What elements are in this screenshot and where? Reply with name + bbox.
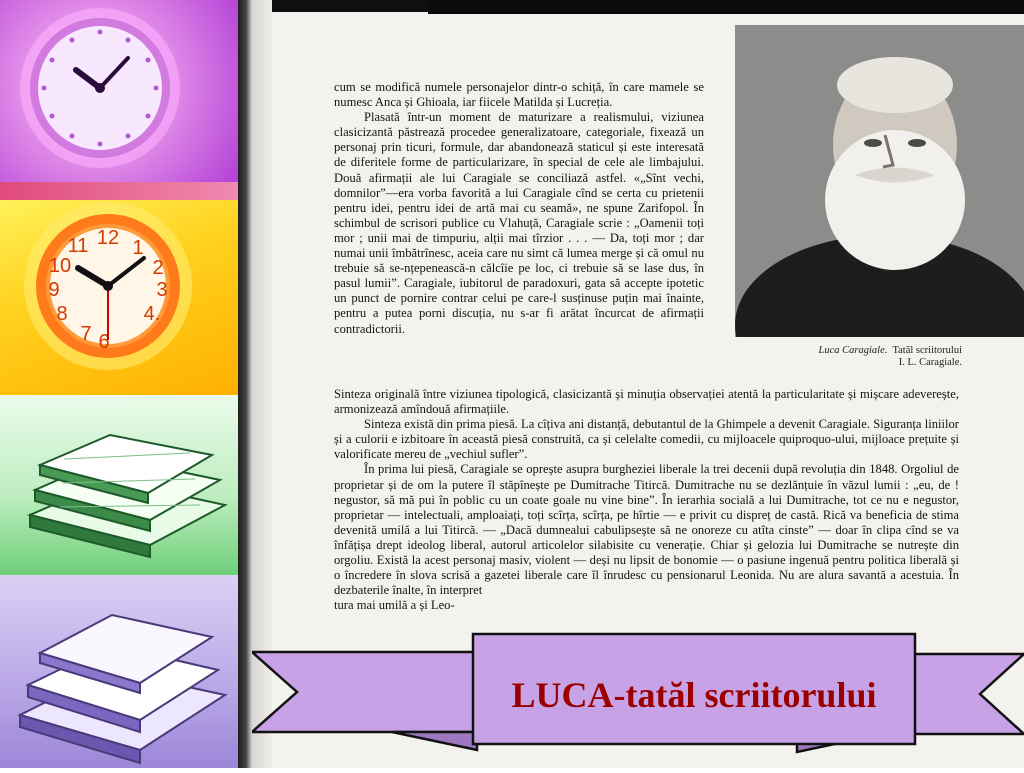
svg-text:12: 12 [96, 227, 120, 249]
purple-books-panel [0, 575, 238, 768]
svg-text:8: 8 [56, 303, 68, 325]
photo-caption [730, 345, 962, 369]
slide-title: LUCA-tatăl scriitorului [511, 675, 877, 715]
svg-text:1: 1 [132, 237, 144, 259]
svg-text:11: 11 [67, 235, 89, 257]
svg-text:10: 10 [48, 255, 72, 277]
svg-text:2: 2 [152, 257, 164, 279]
books-icon [0, 575, 238, 768]
paragraph: Sinteza există din prima piesă. La cîțiva ani distanță, debutantul de la Ghimpele a devenit Caragiale. Siguranța liniilor și a culorii e izbitoare în această piesă construită, ca și celelalte comedii, cu mijloacele quiproquo-ului, mijloace prețuite și valorificate mereu de „vechiul sufler”. [334, 417, 959, 462]
paragraph: tura mai umilă a și Leo- [334, 598, 455, 613]
green-books-panel [0, 395, 238, 575]
caption-name: Luca Caragiale. [818, 345, 888, 356]
paragraph: Plasată într-un moment de maturizare a realismului, viziunea clasicizantă păstrează procedee generalizatoare, categoriale, fixează un personaj prin ticuri, formule, dar abandonează staticul și este interesată de diferitele forme de particularizare, în special de cele ale limbajului. Două afirmații ale lui Caragiale se conciliază astfel. «„Sînt vechi, domnilor”—era vorba favorită a lui Caragiale cînd se certa cu prietenii pentru idei, pentru idei de artă mai cu seamă», ne spune Zarifopol. În schimbul de scrisori publice cu Vlahuță, Caragiale scrie : „Oamenii toți mor ; unii mai de timpuriu, alții mai tîrzior . . . — Da, toți mor ; dar numai unii îmbătrînesc, aceia care nu simt că lumea merge și că omul nu trebuie să se-nțepenească-n călcîie pe loc, ci trebuie să se lase dus, în pasul lumii”. Caragiale, iubitorul de paradoxuri, gata să accepte ipotetic un punct de pornire contrar celui pe care-l susținuse puțin mai înainte, pentru a putea porni discuția, nu s-ar fi arătat încurcat de afirmații contradictorii. [334, 110, 704, 336]
paragraph: Sinteza originală între viziunea tipologică, clasicizantă și minuția observației atentă la particularitate și mișcare adeverește, armonizează amîndouă afirmațiile. [334, 387, 959, 417]
portrait-image [735, 25, 1024, 337]
svg-text:7: 7 [80, 323, 92, 345]
text-full-width [334, 387, 959, 613]
svg-text:6: 6 [98, 331, 110, 353]
scan-top-edge-dark [428, 0, 1024, 14]
svg-text:4.: 4. [143, 303, 161, 325]
pink-clock-panel [0, 0, 238, 185]
title-ribbon [252, 632, 1024, 762]
books-icon [0, 395, 238, 575]
caption-line-1: Tatăl scriitorului [892, 345, 962, 356]
orange-clock-panel [0, 200, 238, 395]
svg-text:3: 3 [156, 279, 168, 301]
svg-text:9: 9 [48, 279, 60, 301]
caption-line-2: I. L. Caragiale. [898, 357, 962, 368]
portrait-photo [735, 25, 1024, 337]
clock-icon [0, 200, 238, 395]
paragraph: În prima lui piesă, Caragiale se oprește asupra burgheziei liberale la trei decenii după revoluția din 1848. Orgoliul de proprietar și de om la putere îl stăpînește pe Dumitrache Titircă. Dumitrache nu se dezlănțuie în văzul lumii : „eu, de ! negustor, să mă pui în poblic cu un coate goale nu vine bine”. În ierarhia socială a lui Dumitrache, tot ce nu e negustor, proprietar — intelectuali, amploaiați, toți scîrța, scîrța, pe hîrtie — e privit cu dispreț de castă. Rică va beneficia de stima devenită umilă a lui Titircă. — „Dacă dumnealui cabulipsește să ne onoreze cu atîta cinste” — doar în clipa cînd se va înfățișa drept ideolog liberal, autorul articolelor silabisite cu venerație. Chiar și gelozia lui Dumitrache se nutrește din orgoliu. Există la acest personaj masiv, violent — deși nu lipsit de bonomie — o pasiune ingenuă pentru politica liberală și o încredere în slova scrisă a gazetei liberale care îl înrudesc cu pensionarul Leonida. Nu are alura savantă a acestuia. În dezbaterile înalte, în interpret [334, 462, 959, 598]
clock-icon [0, 0, 238, 185]
decorative-strip [0, 0, 238, 768]
paragraph: cum se modifică numele personajelor dintr-o schiță, în care mamele se numesc Anca și Ghioala, iar fiicele Matilda și Lucreția. [334, 80, 704, 110]
text-column [334, 80, 704, 337]
